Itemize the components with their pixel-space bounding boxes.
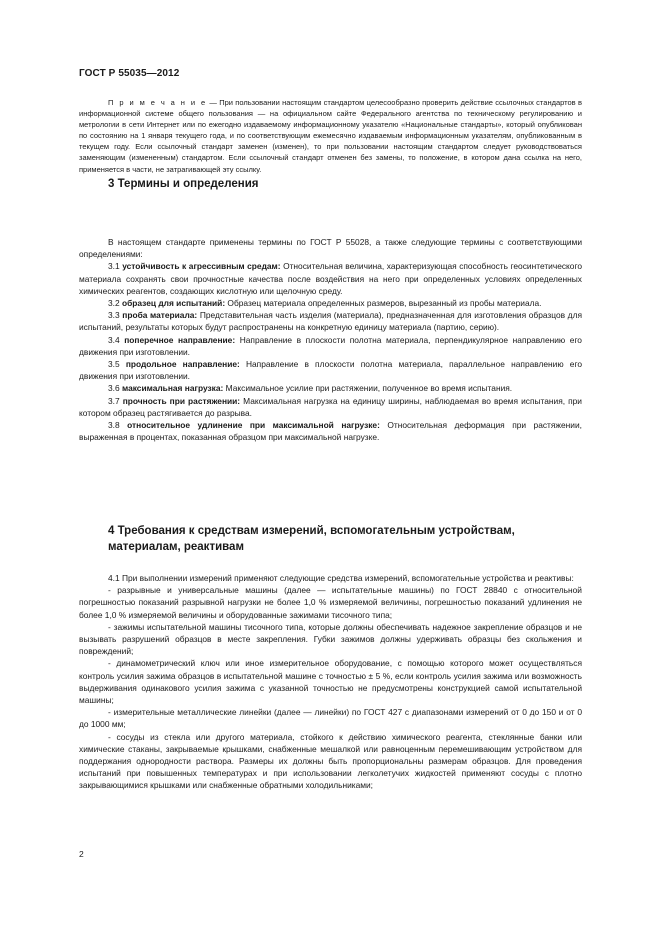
term-definition: Направление в плоскости полотна материала, перпендикулярное направлению его движения при изготовлении.: [79, 334, 582, 357]
section-4-paragraph: - сосуды из стекла или другого материала, стойкого к действию химического реагента, стеклянные банки или химические стаканы, закрываемые крышками, снабженные мешалкой или равноценным перемешивающим устройством для поддержания однородности раствора. Размеры их должны быть пропорциональны размерам образцов. Для проведения испытаний при повышенных температурах и при использовании легколетучих жидкостей применяют сосуды с плотно закрывающимися крышками или снабженные обратными холодильниками;: [79, 731, 582, 791]
term-number: 3.7: [108, 395, 123, 406]
term-number: 3.2: [108, 298, 122, 309]
term-name: проба материала:: [122, 310, 198, 321]
term-definition: Представительная часть изделия (материала), предназначенная для изготовления образцов для испытаний, результаты которых будут распространены на конкретную единицу материала (партию, серию).: [79, 310, 582, 333]
term-definition: Относительная величина, характеризующая способность геосинтетического материала сохранять свои прочностные качества после воздействия на него при определенных условиях определенных химических реагентов, создающих кислотную или щелочную среду.: [79, 261, 582, 296]
term-number: 3.8: [108, 420, 128, 431]
term-name: прочность при растяжении:: [122, 395, 241, 406]
term-3-5: [79, 358, 582, 382]
note-label: П р и м е ч а н и е: [108, 98, 207, 107]
term-name: устойчивость к агрессивным средам:: [122, 261, 281, 272]
term-3-2: [79, 297, 582, 309]
term-number: 3.4: [108, 334, 125, 345]
term-number: 3.6: [108, 383, 122, 394]
term-3-7: [79, 395, 582, 419]
note-text: — При пользовании настоящим стандартом целесообразно проверить действие ссылочных стандартов в информационной системе общего пользования — на официальном сайте Федерального агентства по техническому регулированию и метрологии в сети Интернет или по ежегодно издаваемому информационному указателю «Национальные стандарты», который опубликован по состоянию на 1 января текущего года, и по соответствующим ежемесячно издаваемым информационным указателям, опубликованным в текущем году. Если ссылочный стандарт заменен (изменен), то при пользовании настоящим стандартом следует руководствоваться заменяющим (измененным) стандартом. Если ссылочный стандарт отменен без замены, то положение, в котором дана ссылка на него, применяется в части, не затрагивающей эту ссылку.: [79, 98, 582, 174]
page-header: ГОСТ Р 55035—2012: [79, 68, 180, 79]
term-definition: Относительная деформация при растяжении, выраженная в процентах, показанная образцом при максимальной нагрузке.: [79, 420, 582, 443]
section-4-paragraph: - зажимы испытательной машины тисочного типа, которые должны обеспечивать надежное закрепление образцов и не вызывать разрушений образцов в месте закрепления. Губки зажимов должны удерживать образцы без скольжения и повреждений;: [79, 621, 582, 657]
term-3-6: [79, 382, 582, 394]
term-name: максимальная нагрузка:: [121, 383, 224, 394]
section-3-intro: В настоящем стандарте применены термины по ГОСТ Р 55028, а также следующие термины с соответствующими определениями:: [79, 237, 582, 260]
term-name: продольное направление:: [125, 359, 240, 370]
note-block: [79, 97, 582, 175]
term-3-8: [79, 419, 582, 443]
term-name: поперечное направление:: [124, 334, 236, 345]
note-paragraph: [79, 97, 582, 175]
section-4-body: [79, 572, 582, 792]
term-number: 3.5: [108, 359, 126, 370]
term-3-3: [79, 309, 582, 333]
section-4-title: 4 Требования к средствам измерений, вспомогательным устройствам, материалам, реактивам: [108, 525, 515, 553]
term-3-1: [79, 260, 582, 297]
section-4-paragraph: 4.1 При выполнении измерений применяют следующие средства измерений, вспомогательные устройства и реактивы:: [108, 573, 574, 583]
section-3-title: 3 Термины и определения: [108, 178, 259, 190]
term-definition: Образец материала определенных размеров, вырезанный из пробы материала.: [225, 298, 542, 309]
section-4-paragraph: - разрывные и универсальные машины (далее — испытательные машины) по ГОСТ 28840 с относительной погрешностью показаний разрывной нагрузки не более 1,0 % измеряемой величины, погрешностью показаний удлинения не более 1,0 % измеряемой величины и оборудованные зажимами тисочного типа;: [79, 585, 582, 620]
term-number: 3.1: [108, 261, 123, 272]
term-definition: Максимальное усилие при растяжении, полученное во время испытания.: [223, 383, 513, 394]
section-3-body: [79, 236, 582, 443]
term-definition: Направление в плоскости полотна материала, параллельное направлению его движения при изготовлении.: [79, 359, 582, 382]
page-number: 2: [79, 849, 84, 859]
term-name: образец для испытаний:: [121, 298, 226, 309]
term-3-4: [79, 334, 582, 358]
section-4-paragraph: - измерительные металлические линейки (далее — линейки) по ГОСТ 427 с диапазонами измерений от 0 до 150 и от 0 до 1000 мм;: [79, 707, 582, 730]
term-number: 3.3: [108, 310, 123, 321]
term-name: относительное удлинение при максимальной нагрузке:: [127, 420, 380, 431]
section-4-paragraph: - динамометрический ключ или иное измерительное оборудование, с помощью которого может осуществляться контроль усилия зажима образцов в испытательной машине с точностью ± 5 %, если контроль усилия зажима или возможность выдерживания одинакового усилия зажима с указанной точностью не предусмотрены конструкцией самой испытательной машины;: [79, 658, 582, 706]
term-definition: Максимальная нагрузка на единицу ширины, наблюдаемая во время испытания, при котором образец растягивается до разрыва.: [79, 395, 582, 418]
